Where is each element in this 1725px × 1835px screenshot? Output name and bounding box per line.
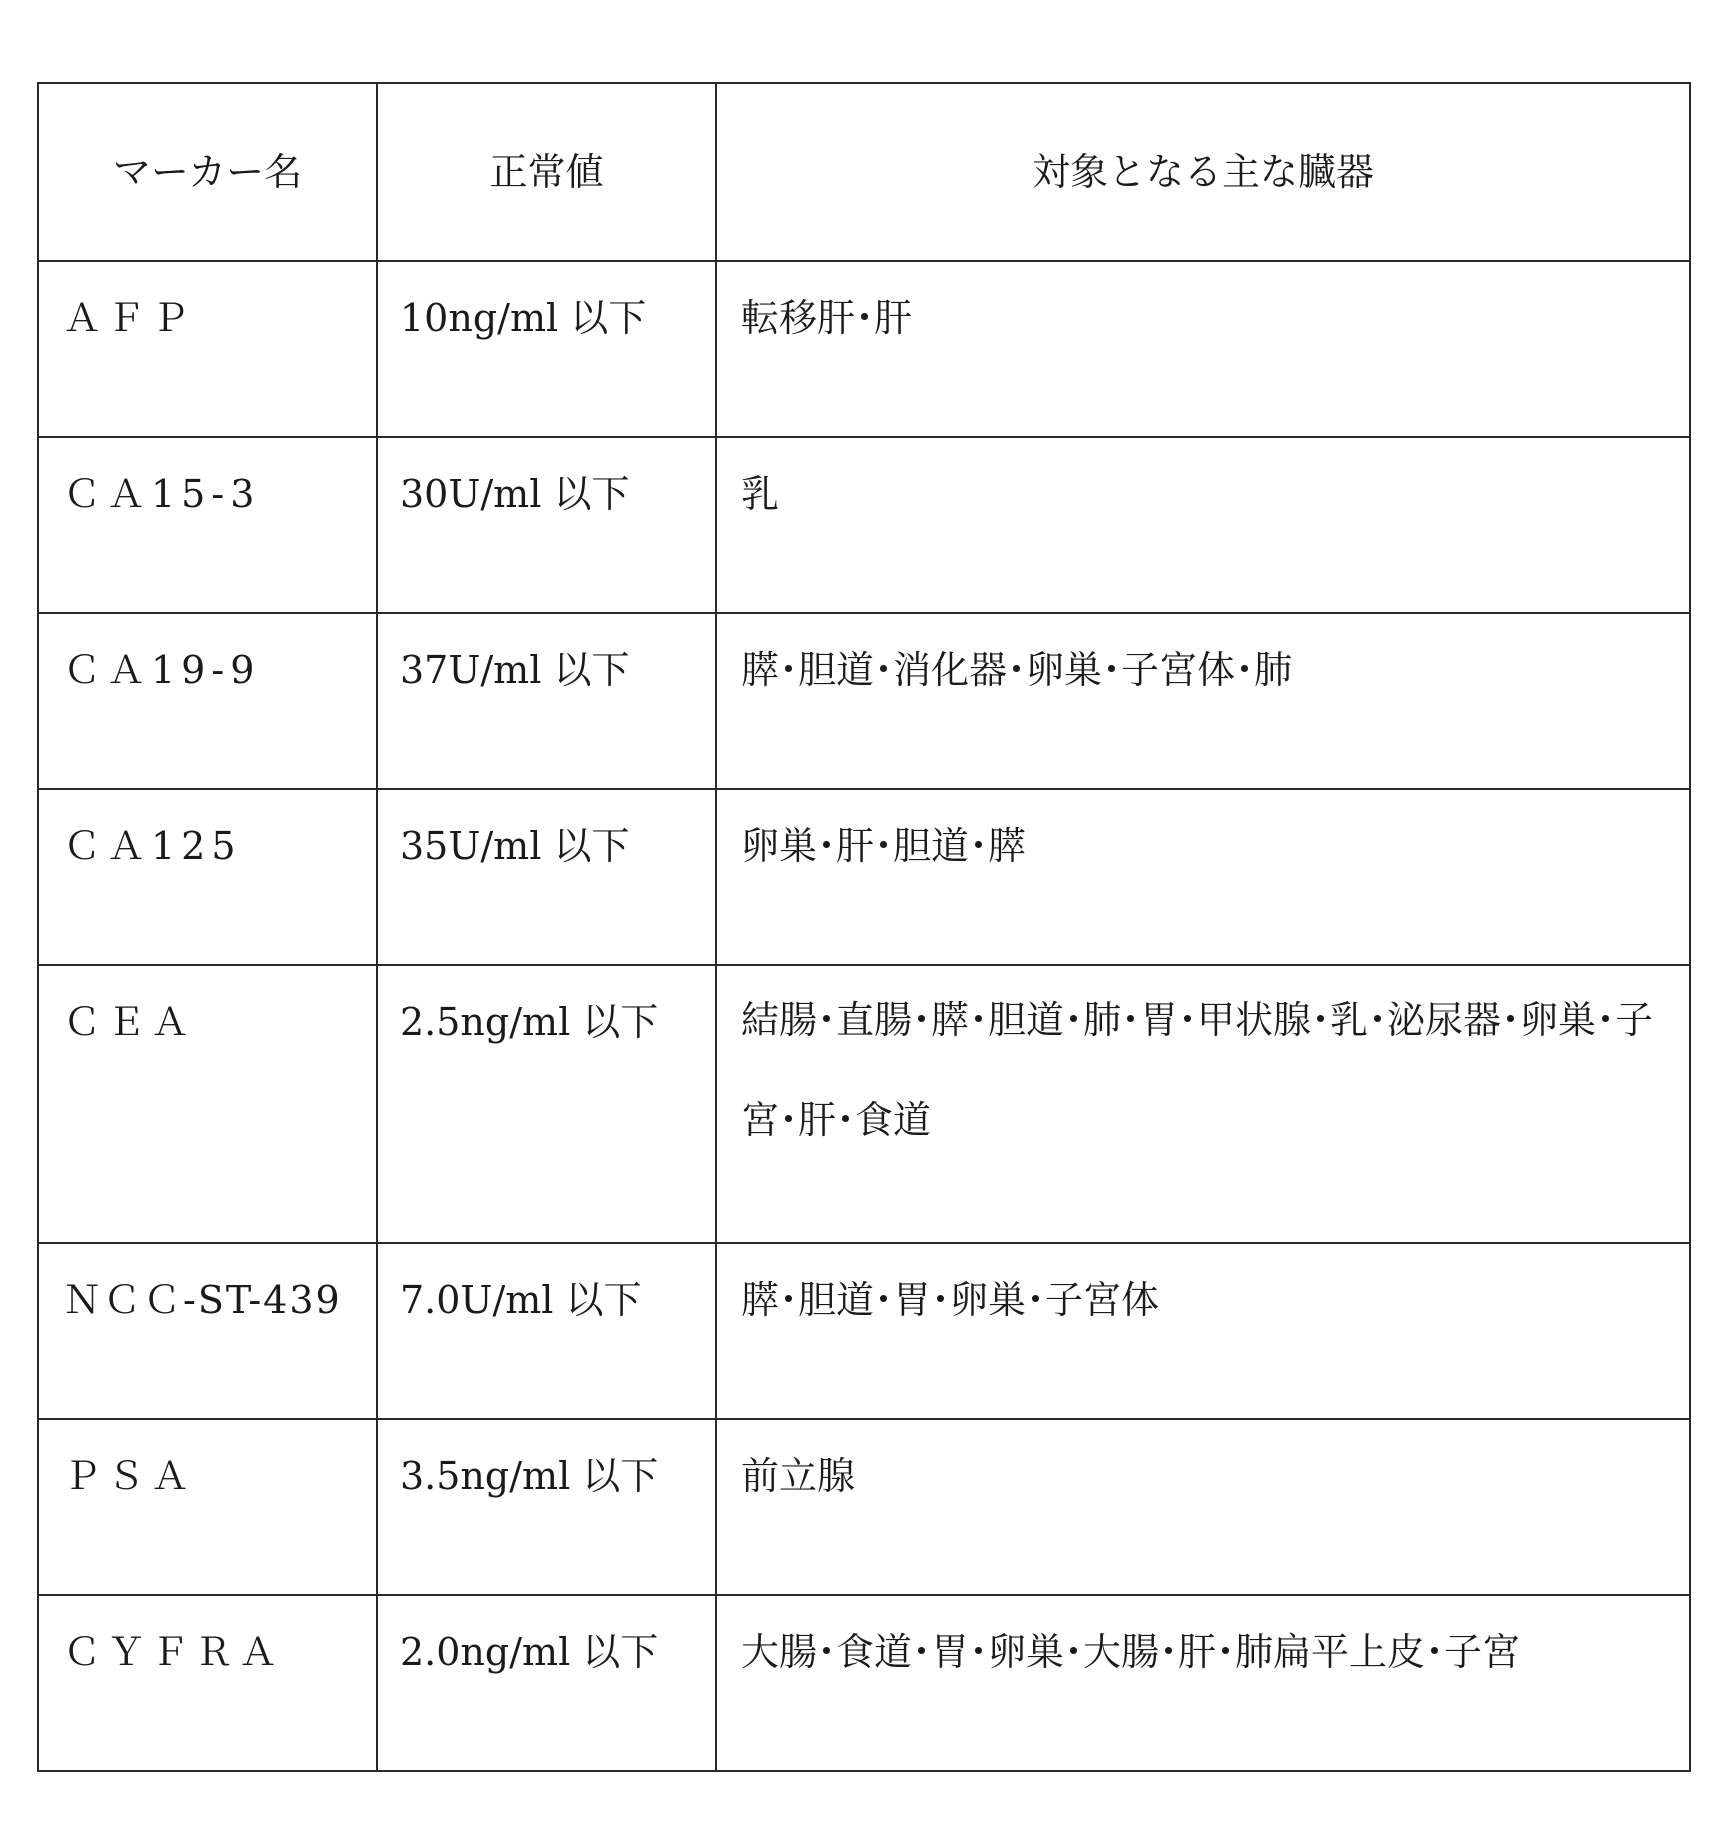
marker-name-cell: ＣＡ19-9: [38, 613, 377, 789]
table-row: [38, 1419, 1690, 1595]
table-row: [38, 965, 1690, 1243]
table-row: [38, 789, 1690, 965]
normal-value-cell: 2.5ng/ml 以下: [377, 965, 716, 1243]
header-normal-value: 正常値: [377, 83, 716, 261]
marker-name-cell: ＣＡ15-3: [38, 437, 377, 613]
tumor-marker-table: [37, 82, 1691, 1772]
organs-cell: 結腸･直腸･膵･胆道･肺･胃･甲状腺･乳･泌尿器･卵巣･子宮･肝･食道: [716, 965, 1690, 1243]
normal-value-cell: 35U/ml 以下: [377, 789, 716, 965]
header-target-organs: 対象となる主な臓器: [716, 83, 1690, 261]
marker-name-cell: ＣＹＦＲＡ: [38, 1595, 377, 1771]
organs-cell: 卵巣･肝･胆道･膵: [716, 789, 1690, 965]
normal-value-cell: 3.5ng/ml 以下: [377, 1419, 716, 1595]
organs-cell: 膵･胆道･胃･卵巣･子宮体: [716, 1243, 1690, 1419]
marker-name-cell: ＡＦＰ: [38, 261, 377, 437]
marker-name-cell: ＰＳＡ: [38, 1419, 377, 1595]
table-row: [38, 613, 1690, 789]
organs-cell: 転移肝･肝: [716, 261, 1690, 437]
marker-name-cell: ＮＣＣ-ST-439: [38, 1243, 377, 1419]
organs-cell: 大腸･食道･胃･卵巣･大腸･肝･肺扁平上皮･子宮: [716, 1595, 1690, 1771]
organs-cell: 乳: [716, 437, 1690, 613]
table-row: [38, 1595, 1690, 1771]
organs-cell: 前立腺: [716, 1419, 1690, 1595]
normal-value-cell: 30U/ml 以下: [377, 437, 716, 613]
normal-value-cell: 7.0U/ml 以下: [377, 1243, 716, 1419]
header-row: [38, 83, 1690, 261]
marker-name-cell: ＣＥＡ: [38, 965, 377, 1243]
header-marker-name: マーカー名: [38, 83, 377, 261]
marker-name-cell: ＣＡ125: [38, 789, 377, 965]
table-row: [38, 437, 1690, 613]
table-row: [38, 261, 1690, 437]
organs-cell: 膵･胆道･消化器･卵巣･子宮体･肺: [716, 613, 1690, 789]
normal-value-cell: 2.0ng/ml 以下: [377, 1595, 716, 1771]
normal-value-cell: 10ng/ml 以下: [377, 261, 716, 437]
tumor-marker-table-container: [37, 82, 1689, 1772]
normal-value-cell: 37U/ml 以下: [377, 613, 716, 789]
table-row: [38, 1243, 1690, 1419]
